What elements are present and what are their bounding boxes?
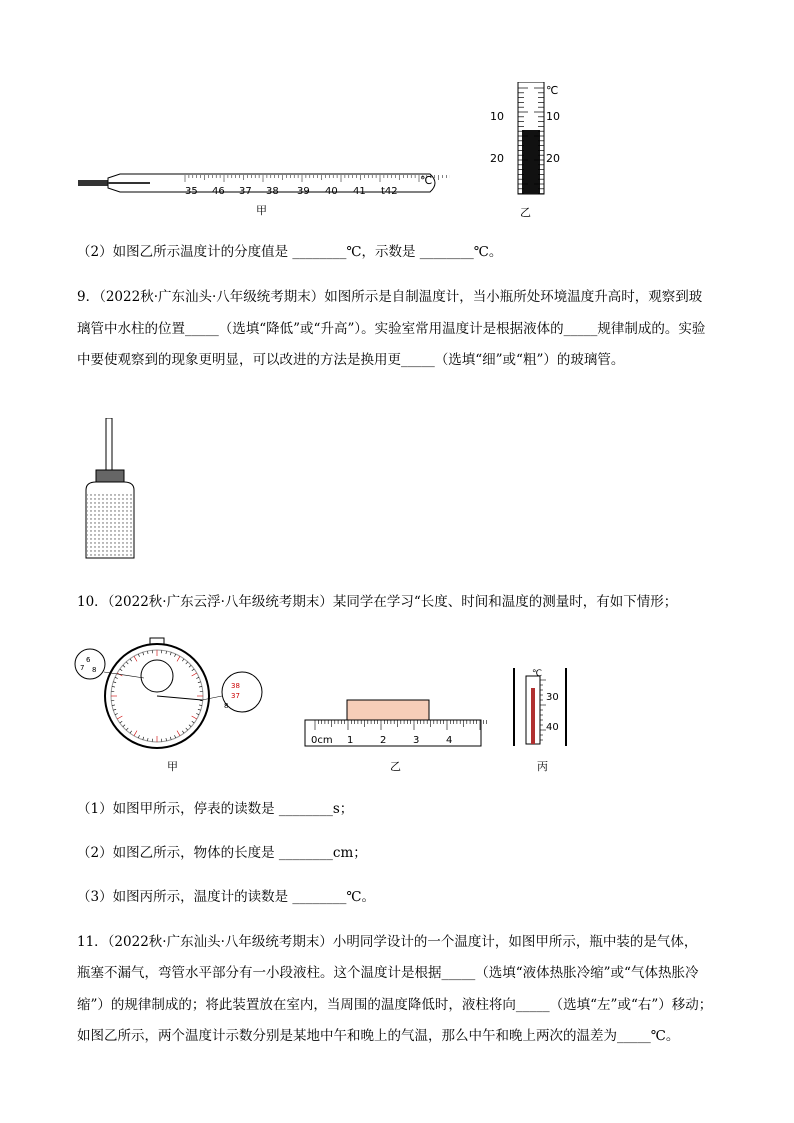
scale-label: 37 <box>239 186 252 197</box>
thermometer-bulb <box>78 180 108 186</box>
q9-line1: 9．（2022秋·广东汕头·八年级统考期末）如图所示是自制温度计，当小瓶所处环境温度升高时，观察到玻 <box>77 289 703 305</box>
ruler-label: 4 <box>446 735 453 746</box>
scale-label: 41 <box>353 186 366 197</box>
bottle-liquid <box>87 492 133 557</box>
ruler-figure <box>303 698 488 750</box>
q9-line3: 中要使观察到的现象更明显，可以改进的方法是换用更_____（选填“细”或“粗”）的玻璃管。 <box>77 352 625 368</box>
scale-label-right: 10 <box>546 110 560 123</box>
inset-number: 7 <box>80 664 85 672</box>
scale-label: 46 <box>212 186 225 197</box>
inset-number: 38 <box>231 682 240 690</box>
thermometer-c-figure <box>510 666 570 748</box>
unit-label: ℃ <box>546 84 559 97</box>
caption-bing: 丙 <box>537 760 548 773</box>
ruler-label: 2 <box>380 735 387 746</box>
scale-label: 30 <box>546 692 559 703</box>
ruler-label: 0cm <box>311 735 333 746</box>
caption-yi-2: 乙 <box>390 760 401 773</box>
unit-label: ℃ <box>420 174 433 187</box>
scale-label-left: 10 <box>490 110 504 123</box>
ruler-label: 1 <box>347 735 354 746</box>
q11-line2: 瓶塞不漏气，弯管水平部分有一小段液柱。这个温度计是根据_____（选填“液体热胀冷缩”或“气体热胀冷 <box>77 965 699 981</box>
scale-label: 39 <box>297 186 310 197</box>
q10-stem: 10．（2022秋·广东云浮·八年级统考期末）某同学在学习“长度、时间和温度的测量时，有如下情形； <box>77 594 678 610</box>
inset-number: 8 <box>224 702 229 710</box>
q10-sub2: （2）如图乙所示，物体的长度是 ________cm； <box>77 845 367 861</box>
unit-label: ℃ <box>532 669 543 679</box>
caption-jia-2: 甲 <box>167 760 178 773</box>
bottle-stopper <box>96 470 124 482</box>
q10-sub3: （3）如图丙所示，温度计的读数是 ________℃。 <box>77 889 375 905</box>
measured-object <box>347 700 429 720</box>
inset-number: 6 <box>86 656 91 664</box>
caption-yi: 乙 <box>520 206 531 219</box>
thermometer-b-liquid <box>522 130 540 194</box>
thermometer-b-figure <box>482 82 582 202</box>
minute-dial <box>141 660 173 692</box>
scale-label-left: 20 <box>490 152 504 165</box>
caption-jia: 甲 <box>256 204 267 217</box>
thermometer-c-liquid <box>531 688 535 744</box>
ruler-label: 3 <box>413 735 420 746</box>
scale-label: 40 <box>325 186 338 197</box>
q9-line2: 璃管中水柱的位置_____（选填“降低”或“升高”）。实验室常用温度计是根据液体的_____规律制成的。实验 <box>77 321 706 337</box>
homemade-thermometer-bottle <box>78 418 148 563</box>
inset-number: 8 <box>92 666 97 674</box>
q8-sub2: （2）如图乙所示温度计的分度值是 ________℃，示数是 ________℃。 <box>77 244 503 260</box>
scale-label: t42 <box>381 186 398 197</box>
q11-line1: 11．（2022秋·广东汕头·八年级统考期末）小明同学设计的一个温度计，如图甲所示，瓶中装的是气体， <box>77 934 698 950</box>
q11-line4: 如图乙所示，两个温度计示数分别是某地中午和晚上的气温，那么中午和晚上两次的温差为_____℃。 <box>77 1028 680 1044</box>
scale-label: 35 <box>185 186 198 197</box>
scale-label: 38 <box>266 186 279 197</box>
stopwatch-figure <box>72 636 272 751</box>
inset-number: 37 <box>231 692 240 700</box>
q10-sub1: （1）如图甲所示，停表的读数是 ________s； <box>77 801 354 817</box>
scale-label-right: 20 <box>546 152 560 165</box>
q11-line3: 缩”）的规律制成的；将此装置放在室内，当周围的温度降低时，液柱将向_____（选填“左”或“右”）移动； <box>77 997 713 1013</box>
scale-label: 40 <box>546 722 559 733</box>
